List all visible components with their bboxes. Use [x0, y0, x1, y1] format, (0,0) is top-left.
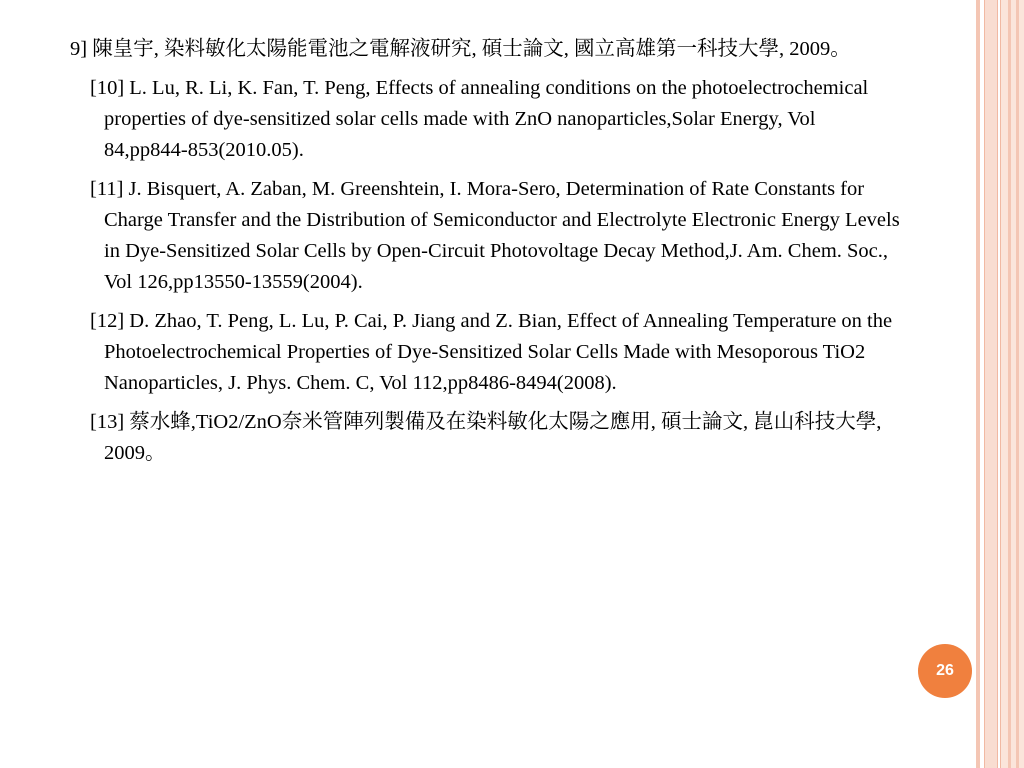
decorative-stripe: [984, 0, 998, 768]
page-number-badge: 26: [918, 644, 972, 698]
decorative-stripe: [976, 0, 980, 768]
reference-13: [13] 蔡水蜂,TiO2/ZnO奈米管陣列製備及在染料敏化太陽之應用, 碩士論文, 崑山科技大學, 2009。: [90, 411, 882, 464]
reference-9: 9] 陳皇宇, 染料敏化太陽能電池之電解液研究, 碩士論文, 國立高雄第一科技大學, 2009。: [70, 38, 851, 60]
reference-11: [11] J. Bisquert, A. Zaban, M. Greenshtein, I. Mora-Sero, Determination of Rate Constants for Charge Transfer and the Distribution of Semiconductor and Electrolyte Electronic Energy Levels in Dye-Sensitized Solar Cells by Open-Circuit Photovoltage Decay Method,J. Am. Chem. Soc., Vol 126,pp13550-13559(2004).: [90, 178, 900, 293]
decorative-stripe: [1000, 0, 1024, 768]
decorative-stripe: [1008, 0, 1011, 768]
reference-12: [12] D. Zhao, T. Peng, L. Lu, P. Cai, P. Jiang and Z. Bian, Effect of Annealing Temperature on the Photoelectrochemical Properties of Dye-Sensitized Solar Cells Made with Mesoporous TiO2 Nanoparticles, J. Phys. Chem. C, Vol 112,pp8486-8494(2008).: [90, 310, 893, 394]
reference-10: [10] L. Lu, R. Li, K. Fan, T. Peng, Effects of annealing conditions on the photoelectrochemical properties of dye-sensitized solar cells made with ZnO nanoparticles,Solar Energy, Vol 84,pp844-853(2010.05).: [90, 77, 869, 161]
reference-list: [70, 34, 900, 477]
decorative-stripe: [1016, 0, 1019, 768]
